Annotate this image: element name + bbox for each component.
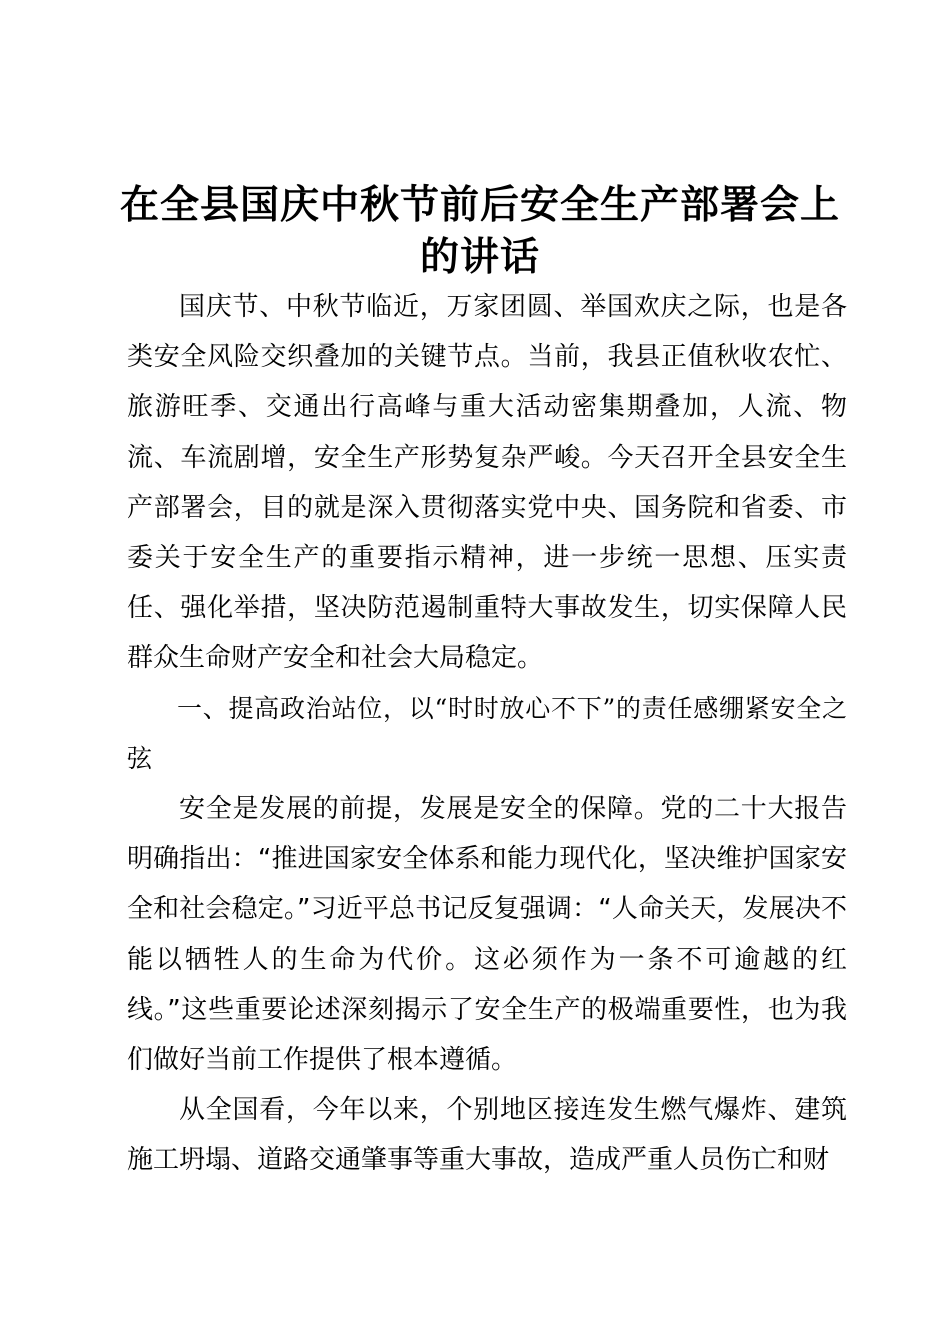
intro-paragraph: 国庆节、中秋节临近，万家团圆、举国欢庆之际，也是各类安全风险交织叠加的关键节点。当前，我县正值秋收农忙、旅游旺季、交通出行高峰与重大活动密集期叠加，人流、物流、车流剧增，安全生产形势复杂严峻。今天召开全县安全生产部署会，目的就是深入贯彻落实党中央、国务院和省委、市委关于安全生产的重要指示精神，进一步统一思想、压实责任、强化举措，坚决防范遏制重特大事故发生，切实保障人民群众生命财产安全和社会大局稳定。 [127,292,847,674]
document-body [127,282,847,1186]
body-paragraph-3: 从全国看，今年以来，个别地区接连发生燃气爆炸、建筑施工坍塌、道路交通肇事等重大事故，造成严重人员伤亡和财 [127,1095,847,1176]
section-heading-1: 一、提高政治站位，以“时时放心不下”的责任感绷紧安全之弦 [127,693,847,773]
document-title: 在全县国庆中秋节前后安全生产部署会上的讲话 [120,183,841,280]
body-paragraph-2: 安全是发展的前提，发展是安全的保障。党的二十大报告明确指出：“推进国家安全体系和能力现代化，坚决维护国家安全和社会稳定。”习近平总书记反复强调：“人命关天，发展决不能以牺牲人的生命为代价。这必须作为一条不可逾越的红线。”这些重要论述深刻揭示了安全生产的极端重要性，也为我们做好当前工作提供了根本遵循。 [127,794,847,1076]
